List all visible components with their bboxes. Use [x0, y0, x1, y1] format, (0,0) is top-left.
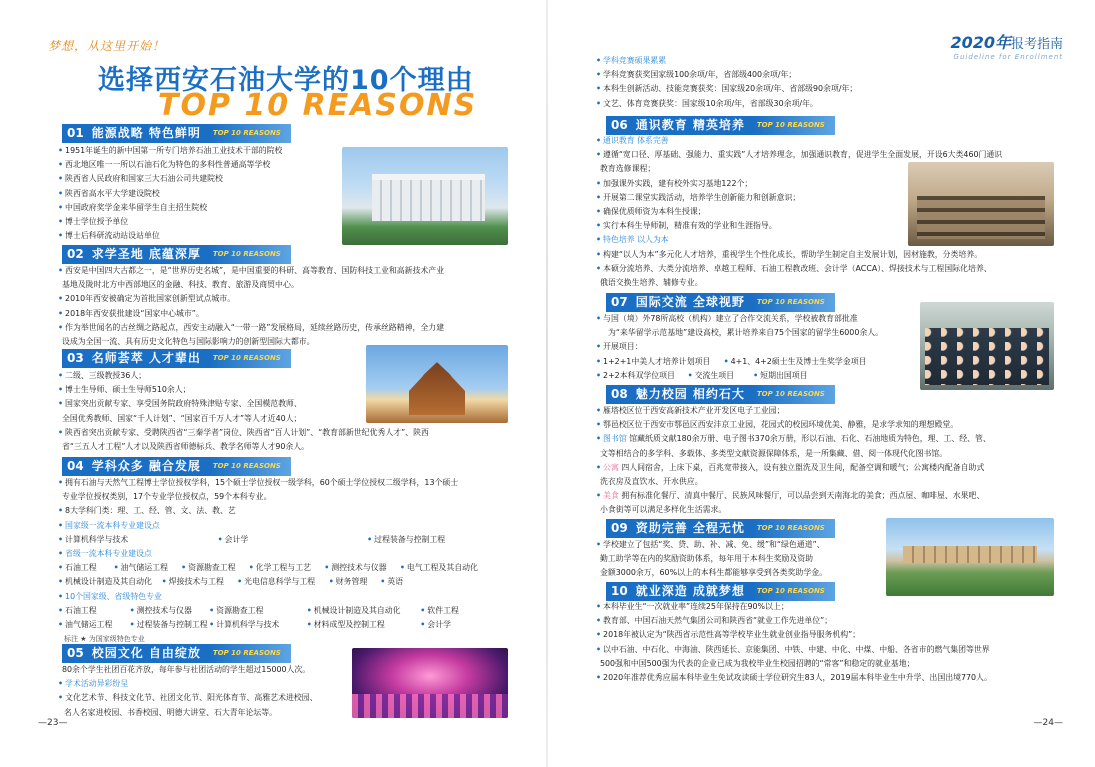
list-subheading: • 10个国家级、省级特色专业	[58, 591, 162, 601]
list-item: • 加强课外实践，建有校外实习基地122个；	[596, 178, 753, 188]
left-page	[0, 0, 547, 767]
special-major-note: 标注 ★ 为国家级特色专业	[64, 635, 145, 644]
program-row: • 1+2+1中美人才培养计划项目 • 4+1、4+2硕士生及博士生奖学金项目	[596, 356, 867, 366]
list-item: • 与国（境）外78所高校（机构）建立了合作交流关系，学校被教育部批准	[596, 314, 858, 323]
section-05-list	[58, 663, 358, 720]
list-item: • 本科毕业生“一次就业率”连续25年保持在90%以上；	[596, 602, 789, 611]
list-item: • 陕西省突出贡献专家、受聘陕西省“三秦学者”岗位、陕西省“百人计划”、“教育部新世纪优秀人才”、陕西	[58, 427, 429, 437]
section-title: 通识教育 精英培养	[633, 116, 753, 135]
list-item: • 2010年西安被确定为首批国家创新型试点城市。	[58, 294, 236, 304]
campus-building-photo	[342, 147, 508, 245]
section-07-list	[596, 312, 926, 383]
guide-year: 2020年	[950, 33, 1011, 52]
section-title: 校园文化 自由绽放	[89, 644, 209, 663]
stage-performance-photo	[352, 648, 508, 718]
section-title: 学科众多 融合发展	[89, 457, 209, 476]
list-item: • 开展项目：	[596, 342, 643, 352]
section-tag: TOP 10 REASONS	[209, 457, 291, 476]
section-09-list	[596, 538, 886, 581]
list-item: • 西安是中国四大古都之一，是“世界历史名城”，是中国重要的科研、高等教育、国防科技工业和高新技术产业	[58, 266, 445, 275]
section-number: 07	[606, 293, 633, 312]
section-01-header	[62, 124, 291, 143]
list-item: 80余个学生社团百花齐放，每年参与社团活动的学生超过15000人次。	[62, 665, 311, 674]
section-number: 06	[606, 116, 633, 135]
section-title: 就业深造 成就梦想	[633, 582, 753, 601]
list-item: • 实行本科生导师制，精准有效的学业和生涯指导。	[596, 221, 777, 231]
list-item: • 本科生创新活动、技能竞赛获奖：国家级20余项/年、省部级90余项/年；	[596, 84, 858, 94]
major-row: • 计算机科学与技术 • 会计学 • 过程装备与控制工程	[58, 534, 446, 544]
list-item: • 教育部、中国石油天然气集团公司和陕西省“就业工作先进单位”；	[596, 616, 833, 626]
list-subheading: • 学科竞赛硕果累累	[596, 56, 667, 65]
list-item: 专业学位授权类别，17个专业学位授权点，59个本科专业。	[62, 492, 272, 502]
list-item: • 2020年准荐优秀应届本科毕业生免试攻读硕士学位研究生83人，2019届本科毕业生中升学、出国出境770人。	[596, 673, 992, 683]
section-tag: TOP 10 REASONS	[209, 644, 291, 663]
section-title: 资助完善 全程无忧	[633, 519, 753, 538]
section-number: 04	[62, 457, 89, 476]
list-item: • 8大学科门类：理、工、经、管、文、法、教、艺	[58, 506, 236, 516]
major-row: • 石油工程 • 测控技术与仪器 • 资源勘查工程 • 机械设计制造及其自动化 • 软件工程	[58, 605, 459, 615]
list-item: 基地及陇时北方中西部地区的金融、科技、教育、旅游及商贸中心。	[62, 280, 299, 290]
section-03-list	[58, 369, 508, 454]
section-tag: TOP 10 REASONS	[753, 385, 835, 404]
section-tag: TOP 10 REASONS	[209, 349, 291, 368]
list-subheading: • 特色培养 以人为本	[596, 235, 669, 245]
list-item: • 学校建立了包括“奖、贷、助、补、减、免、缓”和“绿色通道”、	[596, 540, 825, 549]
list-item: 500强和中国500强为代表的企业已成为我校毕业生校园招聘的“常客”和稳定的就业基地；	[600, 658, 915, 668]
right-page	[548, 0, 1095, 767]
section-title: 求学圣地 底蕴深厚	[89, 245, 209, 264]
section-number: 09	[606, 519, 633, 538]
list-item: • 拥有石油与天然气工程博士学位授权学科，15个硕士学位授权一级学科，60个硕士学位授权二级学科，13个硕士	[58, 478, 459, 487]
program-row: • 2+2本科双学位项目 • 交流生项目 • 短期出国项目	[596, 370, 808, 380]
section-number: 08	[606, 385, 633, 404]
section-03-header	[62, 349, 291, 368]
section-tag: TOP 10 REASONS	[209, 245, 291, 264]
list-item: • 陕西省高水平大学建设院校	[58, 188, 160, 198]
list-item: • 构建“以人为本”多元化人才培养，重视学生个性化成长，帮助学生制定自主发展计划，因材施教，分类培养。	[596, 249, 983, 259]
section-10-list	[596, 600, 1056, 685]
list-item: • 文艺、体育竞赛获奖：国家级10余项/年，省部级30余项/年。	[596, 98, 818, 108]
list-item: • 博士学位授予单位	[58, 217, 129, 227]
list-item: • 中国政府奖学金来华留学生自主招生院校	[58, 202, 208, 212]
list-item: 文等相结合的多学科、多载体、多类型文献资源保障体系，是一所集藏、借、阅一体现代化图书馆。	[600, 448, 948, 458]
section-title: 名师荟萃 人才辈出	[89, 349, 209, 368]
major-row: • 油气储运工程 • 过程装备与控制工程 • 计算机科学与技术 • 材料成型及控制工程 • 会计学	[58, 620, 451, 630]
top10-heading: TOP 10 REASONS	[158, 88, 478, 123]
list-item: 俄语交换生培养、辅修专业。	[600, 278, 703, 288]
list-subheading: • 通识教育 体系完善	[596, 136, 669, 145]
section-number: 03	[62, 349, 89, 368]
list-item: • 陕西省人民政府和国家三大石油公司共建院校	[58, 174, 223, 184]
section-tag: TOP 10 REASONS	[753, 293, 835, 312]
section-number: 05	[62, 644, 89, 663]
section-title: 国际交流 全球视野	[633, 293, 753, 312]
list-item: • 鄠邑校区位于西安市鄠邑区西安沣京工业园，花园式的校园环境优美、静雅，是求学求知的理想殿堂。	[596, 420, 959, 430]
section-title: 能源战略 特色鲜明	[89, 124, 209, 143]
list-item: • 1951年诞生的新中国第一所专门培养石油工业技术干部的院校	[58, 146, 283, 155]
list-item: • 文化艺术节、科技文化节、社团文化节、阳光体育节、高雅艺术进校园、	[58, 693, 318, 703]
international-students-photo	[920, 302, 1054, 390]
list-item: 设成为全国一流、具有历史文化特色与国际影响力的创新型国际大都市。	[62, 337, 315, 347]
section-08-header	[606, 385, 835, 404]
list-item: 省“三五人才工程”人才以及陕西省师德标兵、教学名师等人才90余人。	[62, 442, 310, 452]
list-item: • 西北地区唯一一所以石油石化为特色的多科性普通高等学校	[58, 160, 271, 170]
list-item: • 公寓 四人间宿舍，上床下桌，百兆宽带接入，设有独立盥洗及卫生间，配备空调和暖气；公寓楼内配备自助式	[596, 462, 985, 472]
list-item: • 二级、三级教授36人；	[58, 371, 147, 380]
list-item: • 以中石油、中石化、中海油、陕西延长、京能集团、中铁、中建、中化、中煤、中船、各省市的燃气集团等世界	[596, 644, 990, 654]
section-06-header	[606, 116, 835, 135]
campus-aerial-photo	[886, 518, 1054, 596]
list-item: • 2018年西安获批建设“国家中心城市”。	[58, 308, 204, 318]
list-item: • 美食 拥有标准化餐厅、清真中餐厅、民族风味餐厅，可以品尝到天南海北的美食；西点屋、咖啡屋、水果吧、	[596, 491, 985, 501]
page-number-right: —24—	[1033, 718, 1063, 728]
section-06-list	[596, 134, 1056, 290]
section-10-header	[606, 582, 835, 601]
list-item: 为“来华留学示范基地”建设高校，累计培养来自75个国家的留学生6000余人。	[608, 328, 884, 338]
section-title: 魅力校园 相约石大	[633, 385, 753, 404]
list-subheading: • 省级一流本科专业建设点	[58, 549, 152, 559]
list-item: 金额3000余万，60%以上的本科生都能够享受到各类奖助学金。	[600, 568, 827, 578]
section-02-list	[58, 264, 508, 349]
list-item: • 博士生导师、硕士生导师510余人；	[58, 385, 191, 395]
list-item: • 遵循“宽口径、厚基础、强能力、重实践”人才培养理念，加强通识教育，促进学生全面发展，开设6大类460门通识	[596, 150, 1003, 160]
list-item: 洗衣房及直饮水、开水供应。	[600, 477, 703, 487]
section-06-top-list	[596, 54, 1036, 111]
list-subheading: • 学术活动异彩纷呈	[58, 679, 129, 689]
list-item: 名人名家进校园、书香校园、明德大讲堂、石大青年论坛等。	[64, 707, 278, 717]
list-item: 教育选修课程；	[600, 164, 656, 174]
list-item: • 开展第二课堂实践活动，培养学生创新能力和创新意识；	[596, 192, 801, 202]
list-item: 全国优秀教师、国家“千人计划”、“国家百千万人才”等人才近40人；	[62, 413, 302, 423]
major-row: • 机械设计制造及其自动化 • 焊接技术与工程 • 光电信息科学与工程 • 财务管理 • 英语	[58, 577, 404, 587]
major-row: • 石油工程 • 油气储运工程 • 资源勘查工程 • 化学工程与工艺 • 测控技术与仪器 • 电气工程及其自动化	[58, 563, 478, 573]
list-item: • 本硕分流培养、大类分流培养、卓越工程师、石油工程教改班、会计学（ACCA）、焊接技术与工程国际化培养、	[596, 263, 992, 273]
section-02-header	[62, 245, 291, 264]
section-04-list	[58, 476, 508, 646]
section-number: 02	[62, 245, 89, 264]
list-item: • 学科竞赛获奖国家级100余项/年，省部级400余项/年；	[596, 70, 797, 80]
tagline: 梦想，从这里开始！	[48, 39, 166, 53]
guide-label: 报考指南	[1010, 37, 1063, 52]
section-tag: TOP 10 REASONS	[753, 582, 835, 601]
list-item: 勤工助学等在内的奖励资助体系，每年用于本科生奖励及资助	[600, 554, 814, 564]
list-item: • 作为举世闻名的古丝绸之路起点，西安主动融入“一带一路”发展格局，延续丝路历史，传承丝路精神，全力建	[58, 322, 445, 332]
section-tag: TOP 10 REASONS	[753, 519, 835, 538]
list-item: • 博士后科研流动站设站单位	[58, 231, 160, 241]
page-number-left: —23—	[38, 718, 68, 728]
section-08-list	[596, 404, 1056, 518]
section-tag: TOP 10 REASONS	[209, 124, 291, 143]
section-09-header	[606, 519, 835, 538]
list-item: • 雁塔校区位于西安高新技术产业开发区电子工业园；	[596, 406, 785, 415]
section-04-header	[62, 457, 291, 476]
list-item: • 2018年被认定为“陕西省示范性高等学校毕业生就业创业指导服务机构”；	[596, 630, 861, 640]
section-05-header	[62, 644, 291, 663]
section-tag: TOP 10 REASONS	[753, 116, 835, 135]
list-subheading: • 国家级一流本科专业建设点	[58, 520, 160, 530]
list-item: • 确保优质师资为本科生授课；	[596, 207, 706, 217]
section-number: 10	[606, 582, 633, 601]
section-number: 01	[62, 124, 89, 143]
main-title: 选择西安石油大学的10个理由	[98, 65, 474, 96]
guide-subtitle: Guideline for Enrollment	[953, 53, 1063, 61]
list-item: • 图书馆 馆藏纸质文献180余万册、电子图书370余万册，形以石油、石化、石油地质为特色，理、工、经、管、	[596, 434, 991, 444]
section-01-list	[58, 144, 338, 243]
list-item: • 国家突出贡献专家、享受国务院政府特殊津贴专家、全国模范教师、	[58, 399, 302, 409]
section-07-header	[606, 293, 835, 312]
list-item: 小食街等可以满足多样化生活需求。	[600, 505, 727, 515]
